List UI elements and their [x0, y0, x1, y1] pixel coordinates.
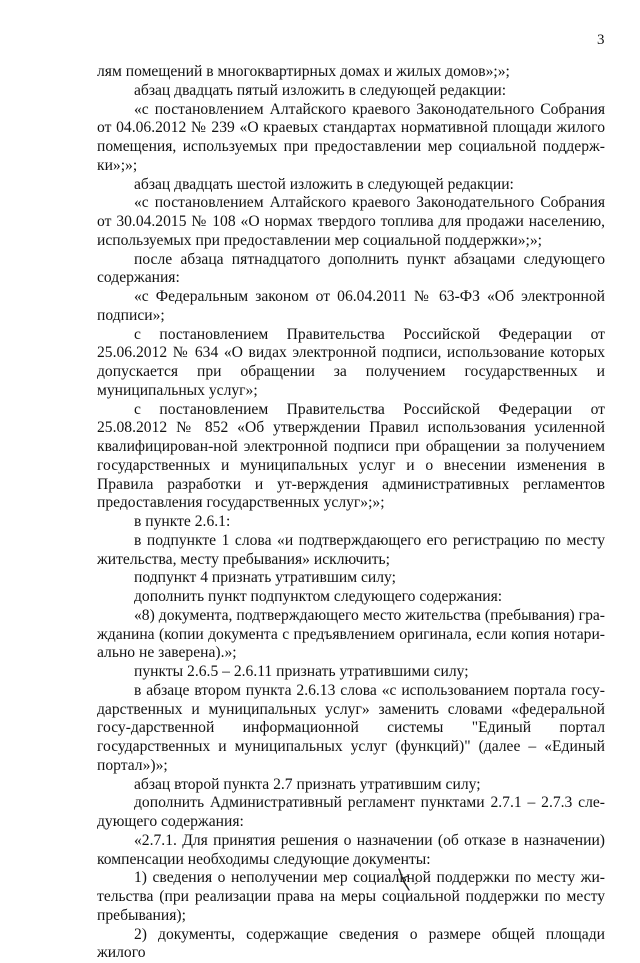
page-number: 3	[597, 32, 605, 49]
paragraph: абзац двадцать шестой изложить в следующей редакции:	[97, 176, 605, 195]
paragraph: с постановлением Правительства Российской Федерации от 25.06.2012 № 634 «О видах электронной подписи, использование которых допускается при обращении за получением государственных и муниципальных услуг»;	[97, 326, 605, 401]
paragraph: «с Федеральным законом от 06.04.2011 № 63-ФЗ «Об электронной подписи»;	[97, 288, 605, 326]
paragraph: «2.7.1. Для принятия решения о назначении (об отказе в назначении) компенсации необходимы следующие документы:	[97, 832, 605, 870]
paragraph: 2) документы, содержащие сведения о размере общей площади жилого	[97, 926, 605, 963]
paragraph: после абзаца пятнадцатого дополнить пункт абзацами следующего содержания:	[97, 251, 605, 289]
paragraph: лям помещений в многоквартирных домах и жилых домов»;»;	[97, 63, 605, 82]
paragraph: в абзаце втором пункта 2.6.13 слова «с использованием портала госу-дарственных и муниципальных услуг» заменить словами «федеральной госу-дарственной информационной системы "Единый портал государственных и муниципальных услуг (функций)" (далее – «Единый портал»)»;	[97, 682, 605, 776]
handwritten-initial-mark	[395, 866, 425, 894]
paragraph: в подпункте 1 слова «и подтверждающего его регистрацию по месту жительства, месту пребывания» исключить;	[97, 532, 605, 570]
paragraph: «с постановлением Алтайского краевого Законодательного Собрания от 30.04.2015 № 108 «О нормах твердого топлива для продажи населению, используемых при предоставлении мер социальной поддержки»;»;	[97, 194, 605, 250]
paragraph: абзац второй пункта 2.7 признать утратившим силу;	[97, 776, 605, 795]
paragraph: абзац двадцать пятый изложить в следующей редакции:	[97, 82, 605, 101]
paragraph: дополнить Административный регламент пунктами 2.7.1 – 2.7.3 сле-дующего содержания:	[97, 794, 605, 832]
paragraph: подпункт 4 признать утратившим силу;	[97, 569, 605, 588]
paragraph: дополнить пункт подпунктом следующего содержания:	[97, 588, 605, 607]
paragraph: пункты 2.6.5 – 2.6.11 признать утратившими силу;	[97, 663, 605, 682]
paragraph: с постановлением Правительства Российской Федерации от 25.08.2012 № 852 «Об утверждении Правил использования усиленной квалифицирован-ной электронной подписи при обращении за получением государственных и муниципальных услуг и о внесении изменения в Правила разработки и ут-верждения административных регламентов предоставления государственных услуг»;»;	[97, 401, 605, 514]
paragraph: в пункте 2.6.1:	[97, 513, 605, 532]
paragraph: «8) документа, подтверждающего место жительства (пребывания) гра-жданина (копии документа с предъявлением оригинала, если копия нотари-ально не заверена).»;	[97, 607, 605, 663]
document-body	[97, 63, 605, 963]
paragraph: «с постановлением Алтайского краевого Законодательного Собрания от 04.06.2012 № 239 «О краевых стандартах нормативной площади жилого помещения, используемых при предоставлении мер социальной поддерж-ки»;»;	[97, 101, 605, 176]
paragraph: 1) сведения о неполучении мер социальной поддержки по месту жи-тельства (при реализации права на меры социальной поддержки по месту пребывания);	[97, 869, 605, 925]
